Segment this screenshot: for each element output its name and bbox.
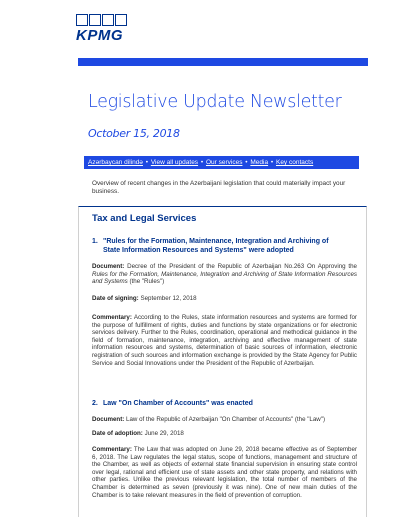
commentary-label: Commentary: bbox=[92, 314, 132, 321]
item-heading-line: Law "On Chamber of Accounts" was enacted bbox=[103, 400, 253, 407]
item-document bbox=[92, 263, 357, 286]
item-heading bbox=[92, 238, 357, 256]
logo-boxes bbox=[76, 14, 136, 26]
nav-separator: • bbox=[200, 159, 204, 166]
newsletter-date: October 15, 2018 bbox=[88, 127, 180, 140]
kpmg-logo bbox=[76, 14, 136, 46]
document-text: (the "Rules") bbox=[127, 278, 165, 286]
item-date bbox=[92, 295, 357, 303]
date-value: September 12, 2018 bbox=[140, 295, 197, 302]
item-heading-line: State Information Resources and Systems" were adopted bbox=[103, 246, 294, 254]
document-text: Law of the Republic of Azerbaijan "On Chamber of Accounts" (the "Law") bbox=[126, 416, 326, 423]
item-heading-line: "Rules for the Formation, Maintenance, Integration and Archiving of bbox=[103, 238, 329, 245]
nav-separator: • bbox=[270, 159, 274, 166]
logo-text: KPMG bbox=[76, 27, 123, 44]
nav-link-azerbaijani[interactable]: Azərbaycan dilində bbox=[88, 159, 143, 166]
nav-link-services[interactable]: Our services bbox=[205, 159, 243, 166]
item-document bbox=[92, 416, 357, 424]
date-label: Date of adoption: bbox=[92, 430, 143, 437]
nav-separator: • bbox=[245, 159, 248, 166]
commentary-text: According to the Rules, state information resources and systems are formed for the purpose of fulfillment of rights, duties and functions by state organizations or for electronic services delivery. Further to the Rules, coordination, operational and methodical guidance in the field of formation, maintenance, integration, archiving and effective management of state information resources and systems, determination of basic sources of information, electronic registration of such sources and information exchange is provided by the State Agency for Public Service and Social Innovations under the President of the Republic of Azerbaijan. bbox=[92, 314, 357, 367]
nav-link-all-updates[interactable]: View all updates bbox=[150, 159, 199, 166]
nav-link-contacts[interactable]: Key contacts bbox=[275, 159, 314, 166]
section-title: Tax and Legal Services bbox=[92, 213, 197, 224]
date-value: June 29, 2018 bbox=[144, 430, 184, 437]
document-label: Document: bbox=[92, 263, 125, 270]
document-text-italic: Rules for the Formation, Maintenance, Integration and Archiving of State Information Resources and Systems bbox=[92, 270, 357, 286]
item-commentary bbox=[92, 314, 357, 367]
document-label: Document: bbox=[92, 416, 125, 423]
item-heading bbox=[92, 400, 357, 409]
nav-bar bbox=[84, 156, 359, 169]
nav-link-media[interactable]: Media bbox=[250, 159, 269, 166]
nav-separator: • bbox=[145, 159, 149, 166]
newsletter-title: Legislative Update Newsletter bbox=[88, 92, 342, 112]
header-band bbox=[78, 58, 368, 66]
overview-text: Overview of recent changes in the Azerbaijani legislation that could materially impact your business. bbox=[92, 180, 346, 196]
item-date bbox=[92, 430, 357, 438]
document-text: Decree of the President of the Republic of Azerbaijan No.263 On Approving the bbox=[127, 263, 357, 270]
item-number: 2. bbox=[92, 400, 98, 407]
item-number: 1. bbox=[92, 238, 98, 245]
date-label: Date of signing: bbox=[92, 295, 139, 302]
commentary-text: The Law that was adopted on June 29, 2018 became effective as of September 6, 2018. The Law regulates the legal status, scope of functions, management and structure of the Chamber, as well as objects of external state financial supervision in ensuring state control over legal, rational and efficient use of state assets and other state property, and relations with other parties. Unlike the previous relevant legislation, the total number of members of the Chamber is determined as seven (previously it was nine). One of new main duties of the Chamber is to take relevant measures in the field of prevention of corruption. bbox=[92, 446, 357, 499]
commentary-label: Commentary: bbox=[92, 446, 132, 453]
item-commentary bbox=[92, 446, 357, 499]
